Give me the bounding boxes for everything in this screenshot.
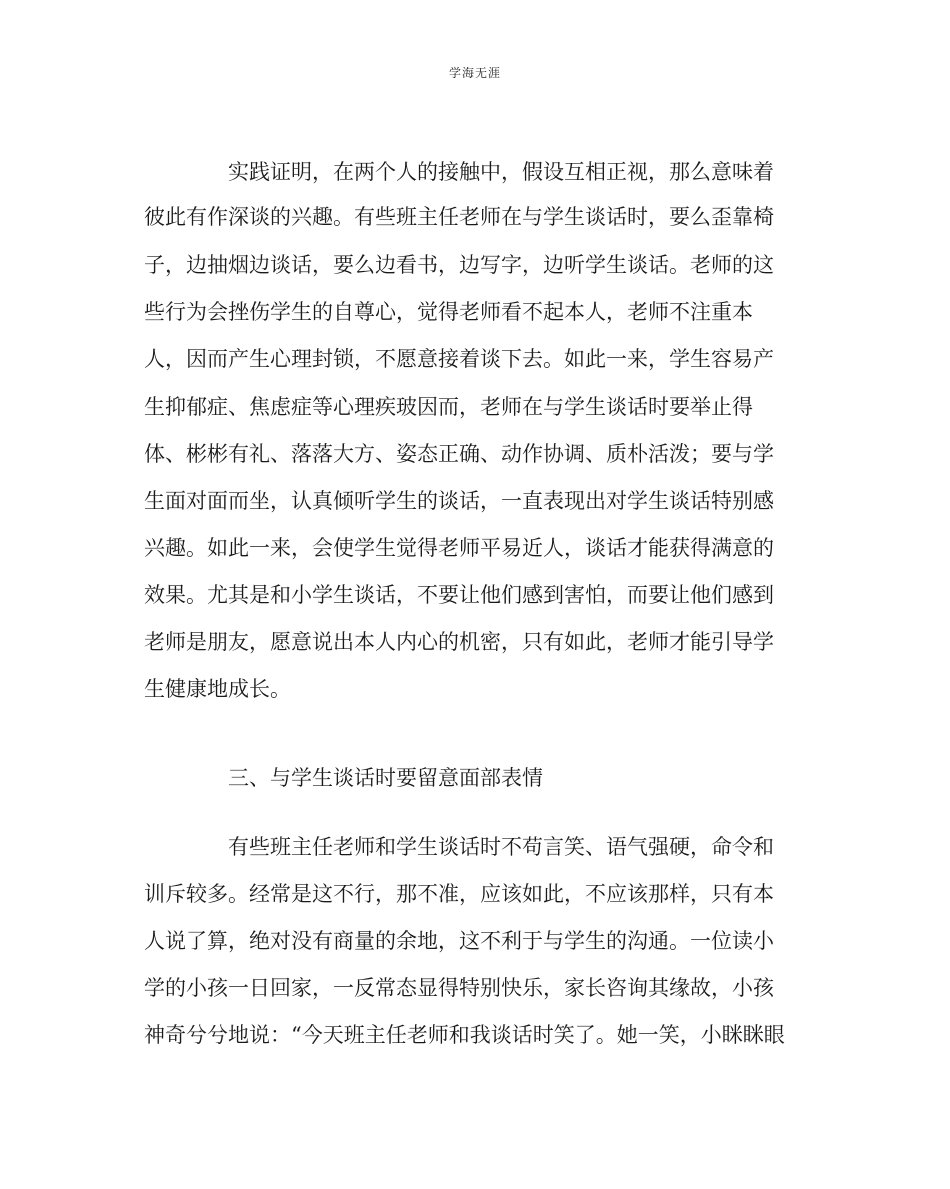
paragraph-line: 生抑郁症、焦虑症等心理疾玻因而，老师在与学生谈话时要举止得 [144, 395, 753, 419]
paragraph-line: 学的小孩一日回家，一反常态显得特别快乐，家长咨询其缘故，小孩 [144, 976, 774, 1000]
paragraph-line: 生面对面而坐，认真倾听学生的谈话，一直表现出对学生谈话特别感 [144, 489, 774, 513]
page-header: 学海无涯 [448, 66, 501, 80]
paragraph-line: 体、彬彬有礼、落落大方、姿态正确、动作协调、质朴活泼；要与学 [144, 442, 774, 466]
paragraph-line: 兴趣。如此一来，会使学生觉得老师平易近人，谈话才能获得满意的 [144, 536, 774, 560]
paragraph-line: 生健康地成长。 [144, 677, 291, 701]
paragraph-line: 效果。尤其是和小学生谈话，不要让他们感到害怕，而要让他们感到 [144, 583, 774, 607]
paragraph-line: 人，因而产生心理封锁，不愿意接着谈下去。如此一来，学生容易产 [144, 347, 774, 371]
paragraph-line: 些行为会挫伤学生的自尊心，觉得老师看不起本人，老师不注重本 [144, 300, 753, 324]
paragraph-line: 人说了算，绝对没有商量的余地，这不利于与学生的沟通。一位读小 [144, 929, 774, 953]
paragraph-line: 实践证明，在两个人的接触中，假设互相正视，那么意味着 [228, 160, 774, 184]
paragraph-line: 彼此有作深谈的兴趣。有些班主任老师在与学生谈话时，要么歪靠椅 [144, 205, 774, 229]
paragraph-line: 子，边抽烟边谈话，要么边看书，边写字，边听学生谈话。老师的这 [144, 253, 774, 277]
paragraph-line: 训斥较多。经常是这不行，那不准，应该如此，不应该那样，只有本 [144, 882, 774, 906]
paragraph-line: 老师是朋友，愿意说出本人内心的机密，只有如此，老师才能引导学 [144, 630, 774, 654]
paragraph-line: 神奇兮兮地说：“今天班主任老师和我谈话时笑了。她一笑，小眯眯眼 [144, 1023, 785, 1047]
section-heading: 三、与学生谈话时要留意面部表情 [228, 766, 543, 790]
paragraph-line: 有些班主任老师和学生谈话时不苟言笑、语气强硬，命令和 [228, 835, 774, 859]
